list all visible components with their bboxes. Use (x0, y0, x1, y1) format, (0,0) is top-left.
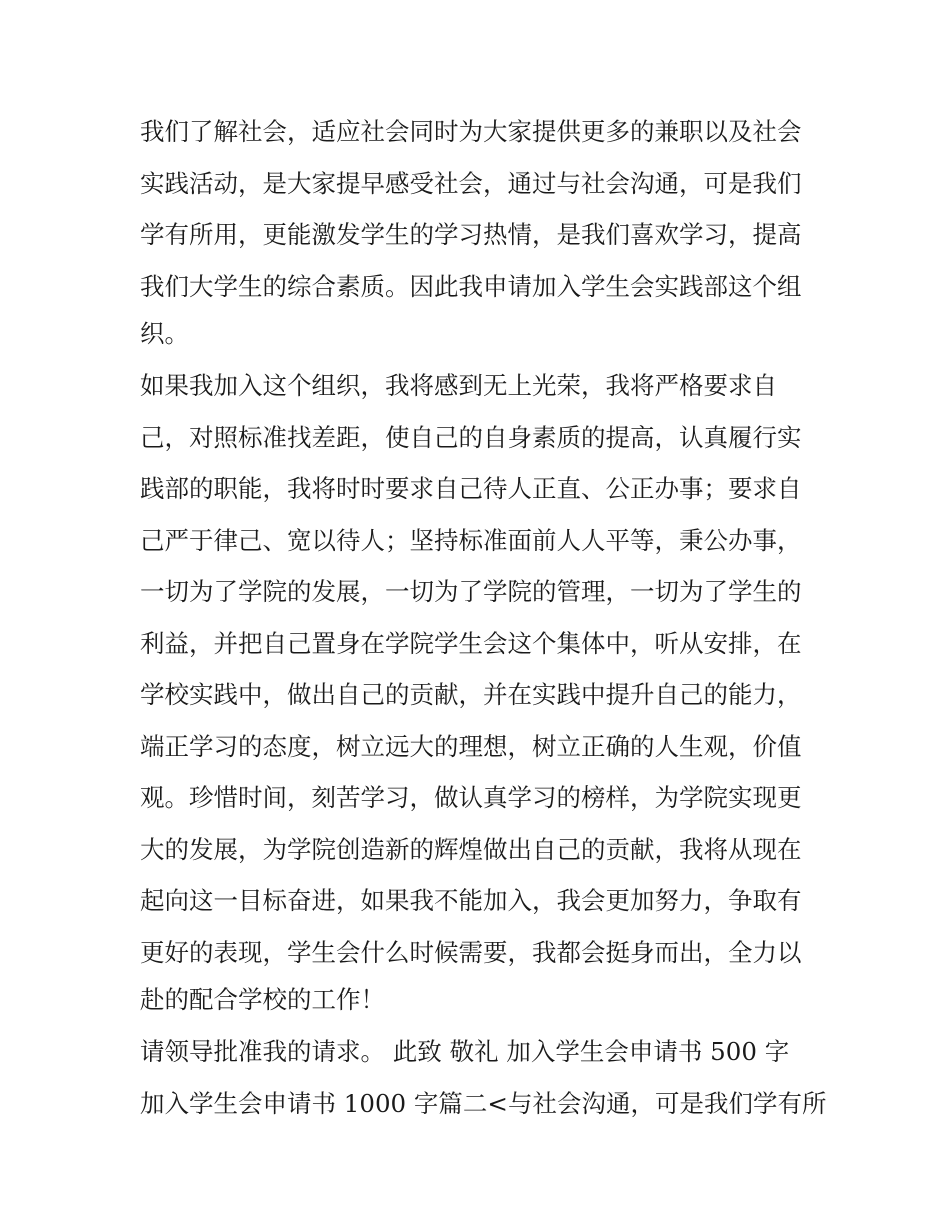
text-line: 端正学习的态度，树立远大的理想，树立正确的人生观，价值 (140, 731, 802, 761)
text-line: 织。 (140, 319, 189, 348)
text-line: 一切为了学院的发展，一切为了学院的管理，一切为了学生的 (140, 577, 802, 606)
text-line: 我们了解社会，适应社会同时为大家提供更多的兼职以及社会 (140, 117, 802, 146)
text-line: 更好的表现，学生会什么时候需要，我都会挺身而出，全力以 (140, 937, 802, 967)
text-line: 请领导批准我的请求。 此致 敬礼 加入学生会申请书 500 字 (140, 1037, 790, 1066)
text-line: 利益，并把自己置身在学院学生会这个集体中，听从安排，在 (140, 628, 802, 658)
text-line: 学有所用，更能激发学生的学习热情，是我们喜欢学习，提高 (140, 220, 802, 249)
text-line: 大的发展，为学院创造新的辉煌做出自己的贡献，我将从现在 (140, 834, 802, 864)
text-line: 实践活动，是大家提早感受社会，通过与社会沟通，可是我们 (140, 168, 802, 198)
text-line: 如果我加入这个组织，我将感到无上光荣，我将严格要求自 (140, 371, 777, 400)
text-line: 加入学生会申请书 1000 字篇二<与社会沟通，可是我们学有所 (140, 1088, 827, 1118)
text-line: 观。珍惜时间，刻苦学习，做认真学习的榜样，为学院实现更 (140, 783, 802, 812)
text-line: 我们大学生的综合素质。因此我申请加入学生会实践部这个组 (140, 271, 802, 301)
text-line: 践部的职能，我将时时要求自己待人正直、公正办事；要求自 (140, 474, 802, 503)
document-body (140, 106, 827, 1129)
text-line: 学校实践中，做出自己的贡献，并在实践中提升自己的能力， (140, 680, 802, 709)
text-line: 己，对照标准找差距，使自己的自身素质的提高，认真履行实 (140, 422, 802, 452)
text-line: 赴的配合学校的工作！ (140, 985, 385, 1014)
text-line: 己严于律己、宽以待人；坚持标准面前人人平等，秉公办事， (140, 525, 802, 555)
text-line: 起向这一目标奋进，如果我不能加入，我会更加努力，争取有 (140, 886, 802, 915)
